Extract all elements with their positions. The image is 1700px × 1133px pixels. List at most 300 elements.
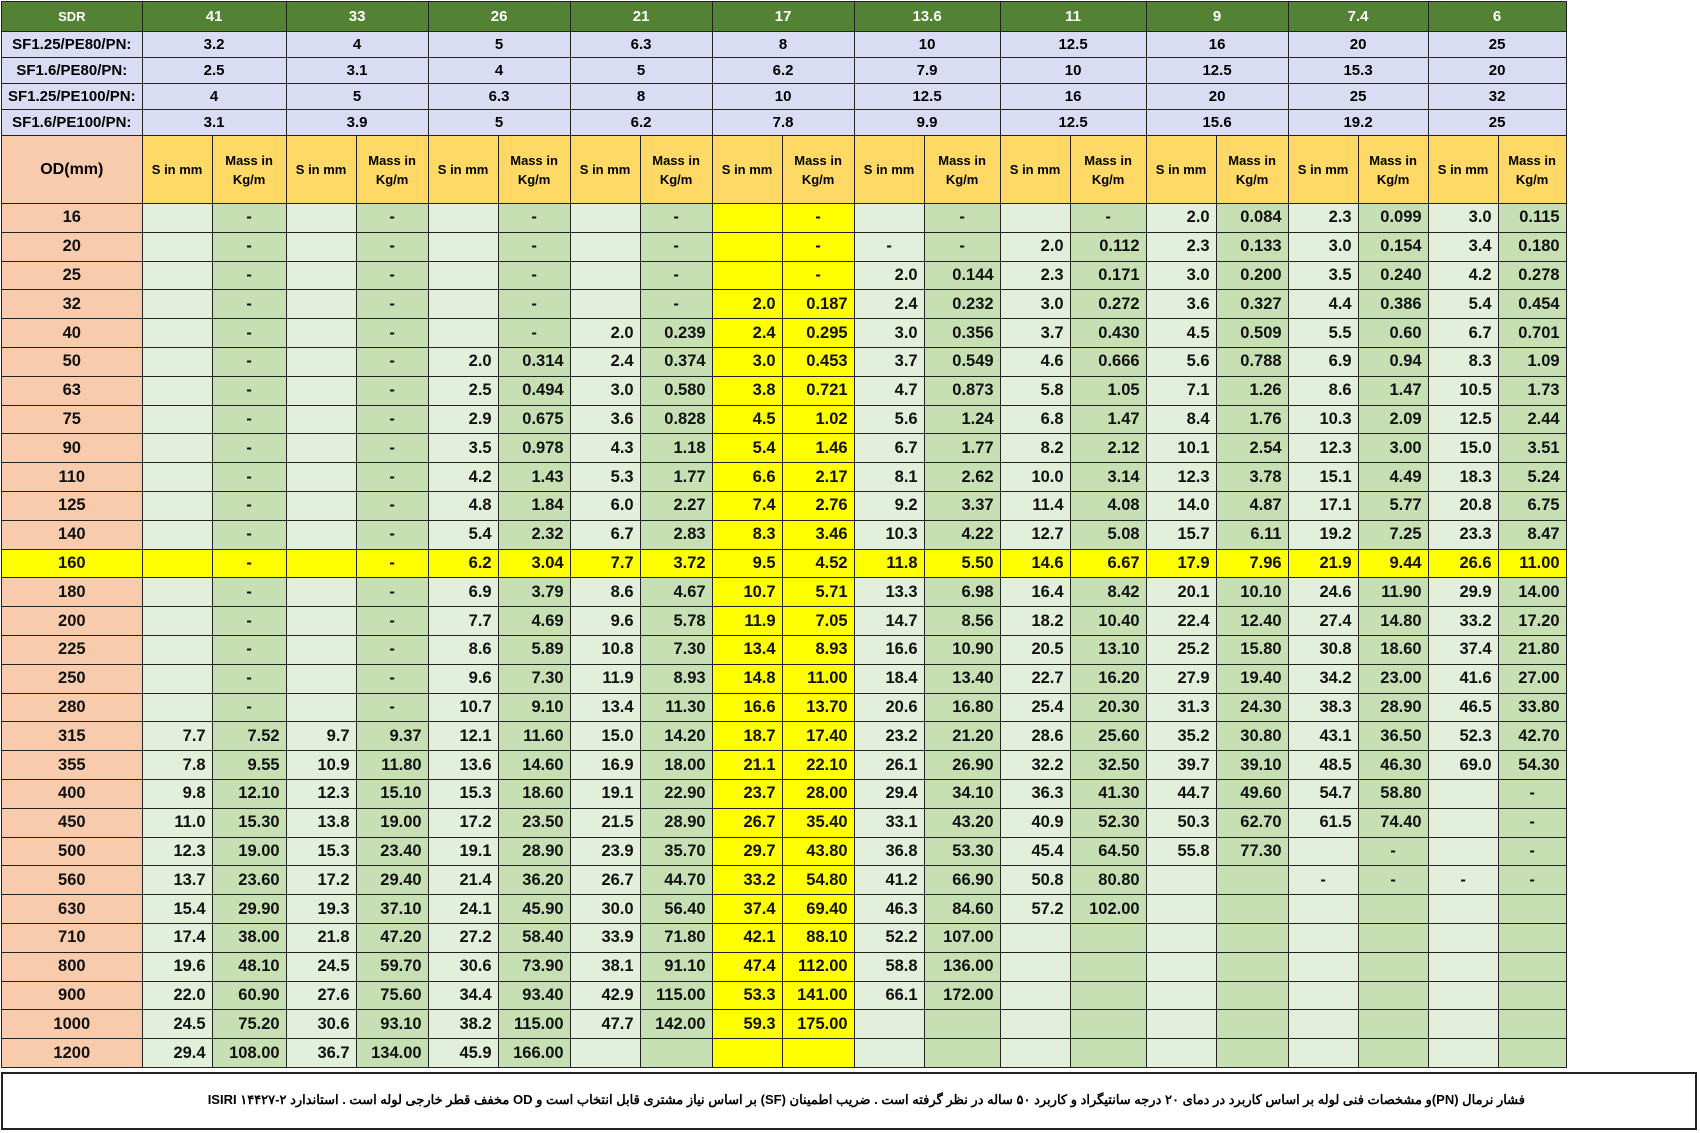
wall-thickness-cell: 7.4 <box>712 491 782 520</box>
mass-cell: 26.90 <box>924 751 1000 780</box>
wall-thickness-cell: 26.7 <box>570 866 640 895</box>
mass-cell: 0.701 <box>1498 319 1566 348</box>
mass-cell: 19.00 <box>356 808 428 837</box>
mass-cell: - <box>498 319 570 348</box>
wall-thickness-cell: 8.6 <box>428 635 498 664</box>
mass-cell: 0.133 <box>1216 232 1288 261</box>
mass-cell: - <box>1498 866 1566 895</box>
sdr-value: 33 <box>286 2 428 32</box>
mass-cell: 17.20 <box>1498 607 1566 636</box>
wall-thickness-cell <box>286 664 356 693</box>
mass-cell: - <box>356 261 428 290</box>
mass-cell: 11.90 <box>1358 578 1428 607</box>
wall-thickness-cell: 10.0 <box>1000 463 1070 492</box>
mass-header: Mass in Kg/m <box>1216 136 1288 204</box>
wall-thickness-cell: - <box>854 232 924 261</box>
wall-thickness-cell: 2.0 <box>570 319 640 348</box>
wall-thickness-cell: 20.8 <box>1428 491 1498 520</box>
pn-rating-value: 15.6 <box>1146 110 1288 136</box>
wall-thickness-cell: 2.0 <box>1000 232 1070 261</box>
wall-thickness-cell: 5.8 <box>1000 376 1070 405</box>
mass-cell: 8.93 <box>782 635 854 664</box>
pn-rating-value: 25 <box>1428 110 1566 136</box>
table-row <box>2 434 1567 463</box>
wall-thickness-cell <box>286 549 356 578</box>
mass-cell: 2.62 <box>924 463 1000 492</box>
mass-cell: 5.77 <box>1358 491 1428 520</box>
mass-cell: - <box>782 204 854 233</box>
mass-cell: 172.00 <box>924 981 1000 1010</box>
mass-cell <box>1070 1039 1146 1068</box>
pn-rating-label: SF1.6/PE80/PN: <box>2 58 143 84</box>
mass-cell: 0.873 <box>924 376 1000 405</box>
mass-cell <box>1358 1010 1428 1039</box>
footnote-text: فشار نرمال (PN)و مشخصات فنی لوله بر اساس کاربرد در دمای ۲۰ درجه سانتیگراد و کاربرد ۵۰ ساله در نظر گرفته است . ضریب اطمینان (SF) بر اساس نیاز مشتری قابل انتخاب است و OD مخفف قطر خارجی لوله است . استاندارد ۲-۱۴۴۲۷ ISIRI <box>207 1092 1525 1107</box>
wall-thickness-cell: 22.0 <box>142 981 212 1010</box>
mass-cell: 43.20 <box>924 808 1000 837</box>
wall-thickness-cell: 35.2 <box>1146 722 1216 751</box>
od-value: 355 <box>2 751 143 780</box>
wall-thickness-cell: 53.3 <box>712 981 782 1010</box>
mass-cell: 56.40 <box>640 895 712 924</box>
wall-thickness-cell: 3.6 <box>1146 290 1216 319</box>
mass-cell: 23.60 <box>212 866 286 895</box>
mass-cell: 18.60 <box>498 779 570 808</box>
wall-thickness-cell: 46.3 <box>854 895 924 924</box>
mass-cell: 54.80 <box>782 866 854 895</box>
wall-thickness-cell: 45.9 <box>428 1039 498 1068</box>
wall-thickness-cell <box>142 549 212 578</box>
mass-cell: - <box>356 376 428 405</box>
mass-cell: - <box>212 693 286 722</box>
mass-cell <box>1216 895 1288 924</box>
mass-cell: 34.10 <box>924 779 1000 808</box>
wall-thickness-cell <box>1288 837 1358 866</box>
mass-cell <box>1498 952 1566 981</box>
mass-cell: - <box>356 578 428 607</box>
sdr-value: 17 <box>712 2 854 32</box>
mass-cell: 58.40 <box>498 923 570 952</box>
wall-thickness-cell: 36.7 <box>286 1039 356 1068</box>
mass-cell: 77.30 <box>1216 837 1288 866</box>
mass-cell: 5.24 <box>1498 463 1566 492</box>
mass-cell <box>1358 1039 1428 1068</box>
od-value: 900 <box>2 981 143 1010</box>
table-row <box>2 376 1567 405</box>
table-row <box>2 549 1567 578</box>
wall-thickness-cell: 36.8 <box>854 837 924 866</box>
mass-cell: 49.60 <box>1216 779 1288 808</box>
wall-thickness-cell: 3.5 <box>428 434 498 463</box>
od-value: 250 <box>2 664 143 693</box>
od-value: 180 <box>2 578 143 607</box>
wall-thickness-cell <box>570 1039 640 1068</box>
wall-thickness-cell <box>1288 895 1358 924</box>
wall-thickness-cell: 14.7 <box>854 607 924 636</box>
mass-cell: - <box>356 463 428 492</box>
wall-thickness-cell: 12.1 <box>428 722 498 751</box>
mass-cell: - <box>212 607 286 636</box>
mass-cell: 23.40 <box>356 837 428 866</box>
wall-thickness-cell <box>286 491 356 520</box>
od-value: 630 <box>2 895 143 924</box>
mass-cell: 1.47 <box>1358 376 1428 405</box>
mass-cell: 84.60 <box>924 895 1000 924</box>
mass-cell: - <box>498 232 570 261</box>
mass-header: Mass in Kg/m <box>924 136 1000 204</box>
mass-cell: 5.50 <box>924 549 1000 578</box>
pn-rating-value: 8 <box>712 32 854 58</box>
wall-thickness-cell: 23.7 <box>712 779 782 808</box>
wall-thickness-cell: 5.4 <box>712 434 782 463</box>
wall-thickness-cell <box>286 319 356 348</box>
mass-cell: 4.67 <box>640 578 712 607</box>
wall-thickness-cell: 6.9 <box>1288 347 1358 376</box>
mass-cell: - <box>356 607 428 636</box>
table-row <box>2 693 1567 722</box>
wall-thickness-cell: 46.5 <box>1428 693 1498 722</box>
mass-cell: 15.30 <box>212 808 286 837</box>
od-value: 400 <box>2 779 143 808</box>
mass-cell: 9.37 <box>356 722 428 751</box>
mass-cell: - <box>498 204 570 233</box>
wall-thickness-cell <box>286 578 356 607</box>
mass-cell: 2.76 <box>782 491 854 520</box>
wall-thickness-cell: 11.9 <box>712 607 782 636</box>
mass-cell: - <box>212 232 286 261</box>
table-row <box>2 808 1567 837</box>
wall-thickness-cell: 32.2 <box>1000 751 1070 780</box>
mass-cell: 17.40 <box>782 722 854 751</box>
wall-thickness-cell: 38.2 <box>428 1010 498 1039</box>
mass-cell: 0.374 <box>640 347 712 376</box>
mass-cell: 93.40 <box>498 981 570 1010</box>
mass-cell: 3.04 <box>498 549 570 578</box>
mass-cell: 1.18 <box>640 434 712 463</box>
table-row <box>2 837 1567 866</box>
wall-thickness-cell: 15.7 <box>1146 520 1216 549</box>
sdr-value: 7.4 <box>1288 2 1428 32</box>
sdr-value: 21 <box>570 2 712 32</box>
mass-cell: 0.144 <box>924 261 1000 290</box>
mass-cell: 166.00 <box>498 1039 570 1068</box>
mass-cell: - <box>1498 779 1566 808</box>
mass-cell: 0.494 <box>498 376 570 405</box>
table-row <box>2 520 1567 549</box>
wall-thickness-cell: 27.6 <box>286 981 356 1010</box>
mass-cell <box>1070 923 1146 952</box>
wall-thickness-cell <box>1000 204 1070 233</box>
wall-thickness-cell <box>286 232 356 261</box>
wall-thickness-cell: 20.6 <box>854 693 924 722</box>
wall-thickness-cell <box>428 204 498 233</box>
mass-cell: - <box>1358 866 1428 895</box>
table-row <box>2 779 1567 808</box>
wall-thickness-cell: 5.4 <box>428 520 498 549</box>
mass-cell: 6.67 <box>1070 549 1146 578</box>
wall-thickness-cell: 14.0 <box>1146 491 1216 520</box>
wall-thickness-cell: 18.7 <box>712 722 782 751</box>
mass-cell: - <box>212 319 286 348</box>
pn-rating-value: 6.2 <box>570 110 712 136</box>
wall-thickness-cell: 6.9 <box>428 578 498 607</box>
mass-cell: - <box>356 635 428 664</box>
wall-thickness-cell: 2.0 <box>854 261 924 290</box>
mass-cell: - <box>212 347 286 376</box>
wall-thickness-cell: 2.0 <box>1146 204 1216 233</box>
wall-thickness-cell: 15.3 <box>428 779 498 808</box>
wall-thickness-cell: 8.4 <box>1146 405 1216 434</box>
mass-header: Mass in Kg/m <box>1498 136 1566 204</box>
wall-thickness-cell: 25.4 <box>1000 693 1070 722</box>
wall-thickness-cell: 2.3 <box>1146 232 1216 261</box>
wall-thickness-cell <box>142 232 212 261</box>
od-value: 63 <box>2 376 143 405</box>
mass-cell: 0.549 <box>924 347 1000 376</box>
wall-thickness-cell <box>1288 952 1358 981</box>
mass-cell: 62.70 <box>1216 808 1288 837</box>
wall-thickness-cell <box>142 491 212 520</box>
table-row <box>2 204 1567 233</box>
pn-rating-label: SF1.6/PE100/PN: <box>2 110 143 136</box>
mass-cell: 2.32 <box>498 520 570 549</box>
mass-cell: 0.666 <box>1070 347 1146 376</box>
od-value: 1000 <box>2 1010 143 1039</box>
wall-thickness-cell: 4.5 <box>712 405 782 434</box>
mass-cell: 6.11 <box>1216 520 1288 549</box>
wall-thickness-cell: 2.3 <box>1000 261 1070 290</box>
mass-cell: 37.10 <box>356 895 428 924</box>
mass-cell: - <box>356 232 428 261</box>
sdr-value: 11 <box>1000 2 1146 32</box>
mass-cell: 0.112 <box>1070 232 1146 261</box>
mass-cell: - <box>356 693 428 722</box>
mass-cell: - <box>356 549 428 578</box>
mass-cell: 0.978 <box>498 434 570 463</box>
table-row <box>2 347 1567 376</box>
wall-thickness-cell <box>1428 923 1498 952</box>
mass-cell: 3.72 <box>640 549 712 578</box>
mass-cell: 73.90 <box>498 952 570 981</box>
pn-rating-value: 7.9 <box>854 58 1000 84</box>
mass-cell: 44.70 <box>640 866 712 895</box>
mass-cell <box>924 1010 1000 1039</box>
od-value: 280 <box>2 693 143 722</box>
wall-thickness-cell: 12.3 <box>1146 463 1216 492</box>
wall-thickness-cell: 57.2 <box>1000 895 1070 924</box>
wall-thickness-cell: 3.4 <box>1428 232 1498 261</box>
mass-cell: 0.675 <box>498 405 570 434</box>
mass-cell: - <box>356 491 428 520</box>
mass-cell: 39.10 <box>1216 751 1288 780</box>
wall-thickness-cell: 45.4 <box>1000 837 1070 866</box>
mass-cell: - <box>782 232 854 261</box>
wall-thickness-cell <box>286 347 356 376</box>
wall-thickness-cell: 18.2 <box>1000 607 1070 636</box>
mass-cell: 16.80 <box>924 693 1000 722</box>
wall-thickness-cell <box>570 261 640 290</box>
wall-thickness-cell: 12.3 <box>1288 434 1358 463</box>
wall-thickness-cell: 3.8 <box>712 376 782 405</box>
wall-thickness-cell: 33.2 <box>1428 607 1498 636</box>
wall-thickness-cell: 59.3 <box>712 1010 782 1039</box>
wall-thickness-cell: 29.9 <box>1428 578 1498 607</box>
mass-cell: 28.90 <box>498 837 570 866</box>
mass-cell: 0.272 <box>1070 290 1146 319</box>
pn-rating-value: 5 <box>570 58 712 84</box>
footnote-box <box>1 1072 1697 1130</box>
wall-thickness-cell: 7.7 <box>428 607 498 636</box>
mass-cell: - <box>924 204 1000 233</box>
wall-thickness-cell: 13.8 <box>286 808 356 837</box>
mass-cell: - <box>924 232 1000 261</box>
wall-thickness-cell: 10.3 <box>854 520 924 549</box>
wall-thickness-cell <box>1428 1010 1498 1039</box>
wall-thickness-cell: 14.8 <box>712 664 782 693</box>
wall-thickness-cell: 20.1 <box>1146 578 1216 607</box>
pn-rating-value: 5 <box>286 84 428 110</box>
od-value: 50 <box>2 347 143 376</box>
wall-thickness-cell: 37.4 <box>1428 635 1498 664</box>
mass-cell: 0.314 <box>498 347 570 376</box>
mass-cell: 3.00 <box>1358 434 1428 463</box>
wall-thickness-cell: 21.8 <box>286 923 356 952</box>
pn-rating-value: 4 <box>286 32 428 58</box>
pn-rating-row <box>2 58 1567 84</box>
wall-thickness-header: S in mm <box>1288 136 1358 204</box>
wall-thickness-cell: 6.6 <box>712 463 782 492</box>
mass-cell: - <box>212 491 286 520</box>
od-value: 450 <box>2 808 143 837</box>
mass-cell: 15.10 <box>356 779 428 808</box>
wall-thickness-cell: 3.0 <box>712 347 782 376</box>
od-value: 225 <box>2 635 143 664</box>
wall-thickness-cell <box>712 261 782 290</box>
wall-thickness-cell: 6.8 <box>1000 405 1070 434</box>
wall-thickness-cell: 2.0 <box>712 290 782 319</box>
mass-cell: 3.78 <box>1216 463 1288 492</box>
table-row <box>2 1039 1567 1068</box>
mass-cell: 5.71 <box>782 578 854 607</box>
wall-thickness-cell <box>142 635 212 664</box>
wall-thickness-cell: 15.0 <box>1428 434 1498 463</box>
mass-cell: - <box>640 290 712 319</box>
wall-thickness-cell: 17.1 <box>1288 491 1358 520</box>
wall-thickness-cell: 26.7 <box>712 808 782 837</box>
wall-thickness-cell: 3.7 <box>1000 319 1070 348</box>
wall-thickness-cell: 13.6 <box>428 751 498 780</box>
wall-thickness-cell: 6.2 <box>428 549 498 578</box>
od-header: OD(mm) <box>2 136 143 204</box>
wall-thickness-cell: 4.6 <box>1000 347 1070 376</box>
mass-cell: - <box>498 290 570 319</box>
table-row <box>2 952 1567 981</box>
mass-cell: 18.60 <box>1358 635 1428 664</box>
wall-thickness-cell: 47.4 <box>712 952 782 981</box>
mass-cell <box>1216 923 1288 952</box>
mass-cell: 9.55 <box>212 751 286 780</box>
mass-cell: 7.52 <box>212 722 286 751</box>
mass-cell: 107.00 <box>924 923 1000 952</box>
mass-cell: - <box>212 549 286 578</box>
mass-cell <box>1358 952 1428 981</box>
wall-thickness-header: S in mm <box>1428 136 1498 204</box>
wall-thickness-cell: 6.7 <box>854 434 924 463</box>
mass-cell: 11.00 <box>1498 549 1566 578</box>
wall-thickness-cell: 42.9 <box>570 981 640 1010</box>
wall-thickness-cell <box>428 232 498 261</box>
mass-cell: - <box>356 347 428 376</box>
wall-thickness-cell: 4.8 <box>428 491 498 520</box>
mass-cell: 0.454 <box>1498 290 1566 319</box>
wall-thickness-cell <box>854 204 924 233</box>
wall-thickness-cell <box>286 376 356 405</box>
mass-cell: 14.00 <box>1498 578 1566 607</box>
wall-thickness-cell <box>142 405 212 434</box>
table-row <box>2 895 1567 924</box>
pipe-spec-table <box>1 1 1567 1068</box>
pn-rating-row <box>2 110 1567 136</box>
wall-thickness-cell: 2.4 <box>570 347 640 376</box>
od-value: 40 <box>2 319 143 348</box>
mass-cell <box>1216 866 1288 895</box>
wall-thickness-header: S in mm <box>854 136 924 204</box>
mass-cell: 102.00 <box>1070 895 1146 924</box>
wall-thickness-cell: 29.7 <box>712 837 782 866</box>
mass-cell: 7.30 <box>498 664 570 693</box>
mass-cell: 4.22 <box>924 520 1000 549</box>
mass-cell: 5.78 <box>640 607 712 636</box>
pn-rating-value: 6.3 <box>570 32 712 58</box>
wall-thickness-cell <box>1288 981 1358 1010</box>
mass-cell: - <box>356 405 428 434</box>
mass-cell: 0.180 <box>1498 232 1566 261</box>
mass-cell: 3.79 <box>498 578 570 607</box>
mass-cell: 0.509 <box>1216 319 1288 348</box>
wall-thickness-cell: 10.8 <box>570 635 640 664</box>
mass-cell: 1.43 <box>498 463 570 492</box>
wall-thickness-cell: 33.1 <box>854 808 924 837</box>
wall-thickness-cell <box>286 520 356 549</box>
wall-thickness-cell: 27.9 <box>1146 664 1216 693</box>
mass-cell: 2.09 <box>1358 405 1428 434</box>
wall-thickness-cell: 27.2 <box>428 923 498 952</box>
wall-thickness-cell: 10.5 <box>1428 376 1498 405</box>
mass-cell: 0.278 <box>1498 261 1566 290</box>
mass-cell: 18.00 <box>640 751 712 780</box>
mass-cell: 43.80 <box>782 837 854 866</box>
mass-cell: 0.099 <box>1358 204 1428 233</box>
wall-thickness-cell: 66.1 <box>854 981 924 1010</box>
pn-rating-value: 8 <box>570 84 712 110</box>
mass-cell: 46.30 <box>1358 751 1428 780</box>
mass-cell: 80.80 <box>1070 866 1146 895</box>
mass-cell: 75.60 <box>356 981 428 1010</box>
table-row <box>2 981 1567 1010</box>
mass-cell: 0.327 <box>1216 290 1288 319</box>
mass-cell: 136.00 <box>924 952 1000 981</box>
wall-thickness-cell <box>286 463 356 492</box>
table-row <box>2 866 1567 895</box>
mass-cell: 14.20 <box>640 722 712 751</box>
mass-cell: - <box>212 635 286 664</box>
mass-cell: 8.47 <box>1498 520 1566 549</box>
wall-thickness-cell: 2.3 <box>1288 204 1358 233</box>
sdr-value: 26 <box>428 2 570 32</box>
table-row <box>2 232 1567 261</box>
wall-thickness-cell: 6.7 <box>570 520 640 549</box>
mass-cell: 8.56 <box>924 607 1000 636</box>
